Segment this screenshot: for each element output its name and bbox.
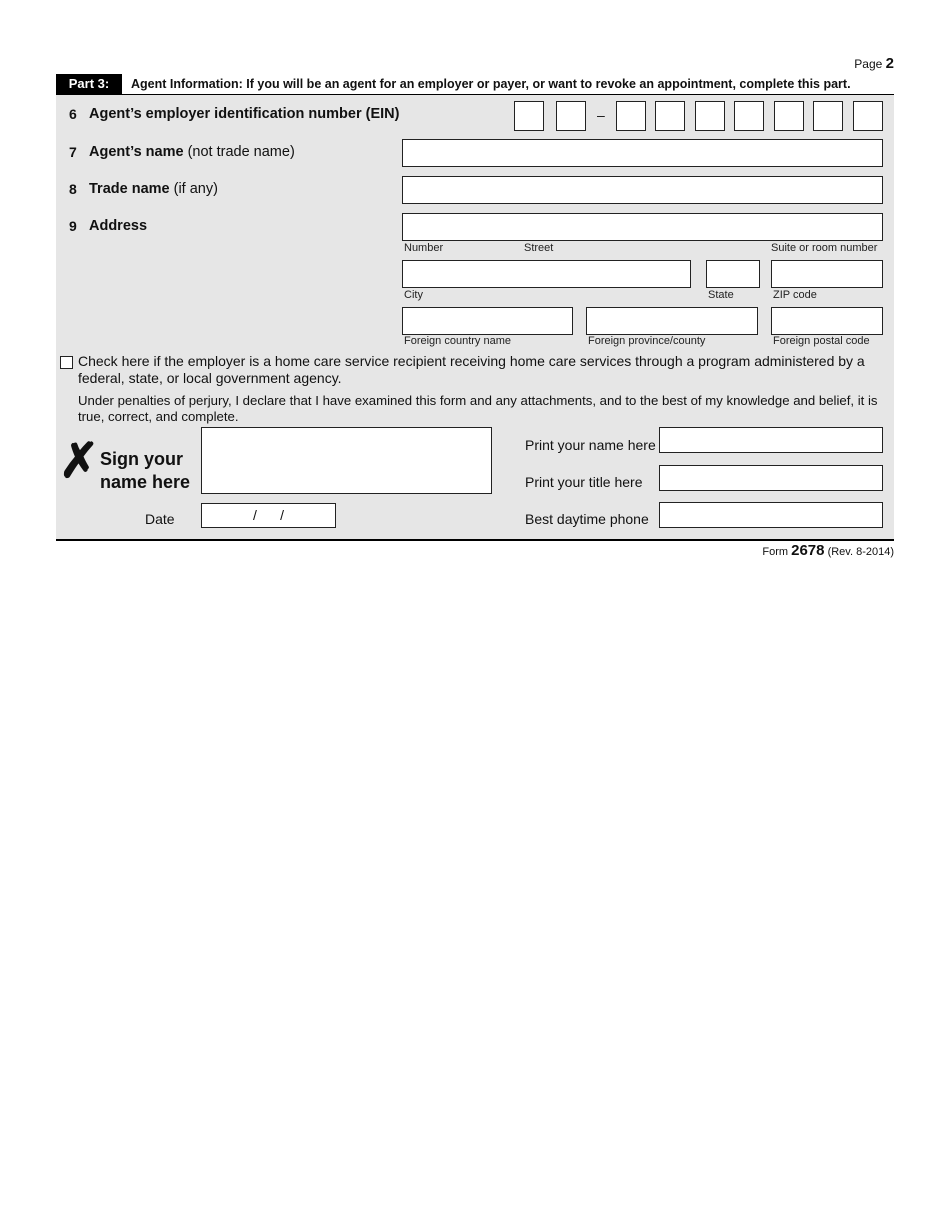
date-field[interactable]: / / (201, 503, 336, 528)
part3-header (56, 74, 894, 96)
print-title-field[interactable] (659, 465, 883, 491)
foreign-country-field[interactable] (402, 307, 573, 335)
ein-digit-8[interactable] (813, 101, 843, 131)
line8-label: Trade name (if any) (89, 181, 218, 197)
zip-label: ZIP code (773, 289, 817, 301)
line7-number: 7 (69, 144, 77, 160)
trade-name-field[interactable] (402, 176, 883, 204)
bottom-rule (56, 539, 894, 541)
state-field[interactable] (706, 260, 760, 288)
ein-digit-7[interactable] (774, 101, 804, 131)
phone-field[interactable] (659, 502, 883, 528)
city-field[interactable] (402, 260, 691, 288)
print-name-field[interactable] (659, 427, 883, 453)
home-care-checkbox-text: Check here if the employer is a home care service recipient receiving home care services through a program administered by a federal, state, or local government agency. (78, 353, 865, 386)
ein-digit-1[interactable] (514, 101, 544, 131)
ein-digit-3[interactable] (616, 101, 646, 131)
state-label: State (708, 289, 734, 301)
line7-label: Agent’s name (not trade name) (89, 144, 295, 160)
city-label: City (404, 289, 423, 301)
date-label: Date (145, 511, 175, 527)
foreign-country-label: Foreign country name (404, 335, 511, 347)
agent-name-field[interactable] (402, 139, 883, 167)
address-street-field[interactable] (402, 213, 883, 241)
ein-digit-6[interactable] (734, 101, 764, 131)
print-name-label: Print your name here (525, 437, 656, 453)
ein-digit-5[interactable] (695, 101, 725, 131)
ein-digit-2[interactable] (556, 101, 586, 131)
ein-digit-4[interactable] (655, 101, 685, 131)
sign-label-line1: Sign your (100, 449, 184, 469)
foreign-postal-label: Foreign postal code (773, 335, 870, 347)
line6-number: 6 (69, 106, 77, 122)
declaration-text: Under penalties of perjury, I declare that I have examined this form and any attachments, and to the best of my knowledge and belief, it is true, correct, and complete. (78, 393, 878, 424)
form-footer: Form 2678 (Rev. 8-2014) (762, 542, 894, 559)
line9-number: 9 (69, 218, 77, 234)
address-street-label: Street (524, 242, 554, 254)
ein-digit-9[interactable] (853, 101, 883, 131)
phone-label: Best daytime phone (525, 511, 649, 527)
ein-dash: – (597, 107, 605, 123)
signature-field[interactable] (201, 427, 492, 494)
print-title-label: Print your title here (525, 474, 643, 490)
sign-label-line2: name here (100, 472, 191, 492)
part3-tag: Part 3: (56, 74, 122, 94)
foreign-province-field[interactable] (586, 307, 758, 335)
address-number-label: Number (404, 242, 444, 254)
line6-label: Agent’s employer identification number (EIN) (89, 106, 400, 122)
address-suite-label: Suite or room number (771, 242, 878, 254)
line9-label: Address (89, 218, 148, 234)
page-number: Page 2 (854, 55, 894, 72)
line8-number: 8 (69, 181, 77, 197)
foreign-postal-field[interactable] (771, 307, 883, 335)
part3-title: Agent Information: If you will be an agent for an employer or payer, or want to revoke an appointment, complete this part. (131, 77, 851, 91)
home-care-checkbox[interactable] (60, 356, 73, 369)
foreign-province-label: Foreign province/county (588, 335, 706, 347)
sign-x-icon: ✗ (59, 435, 100, 488)
zip-field[interactable] (771, 260, 883, 288)
